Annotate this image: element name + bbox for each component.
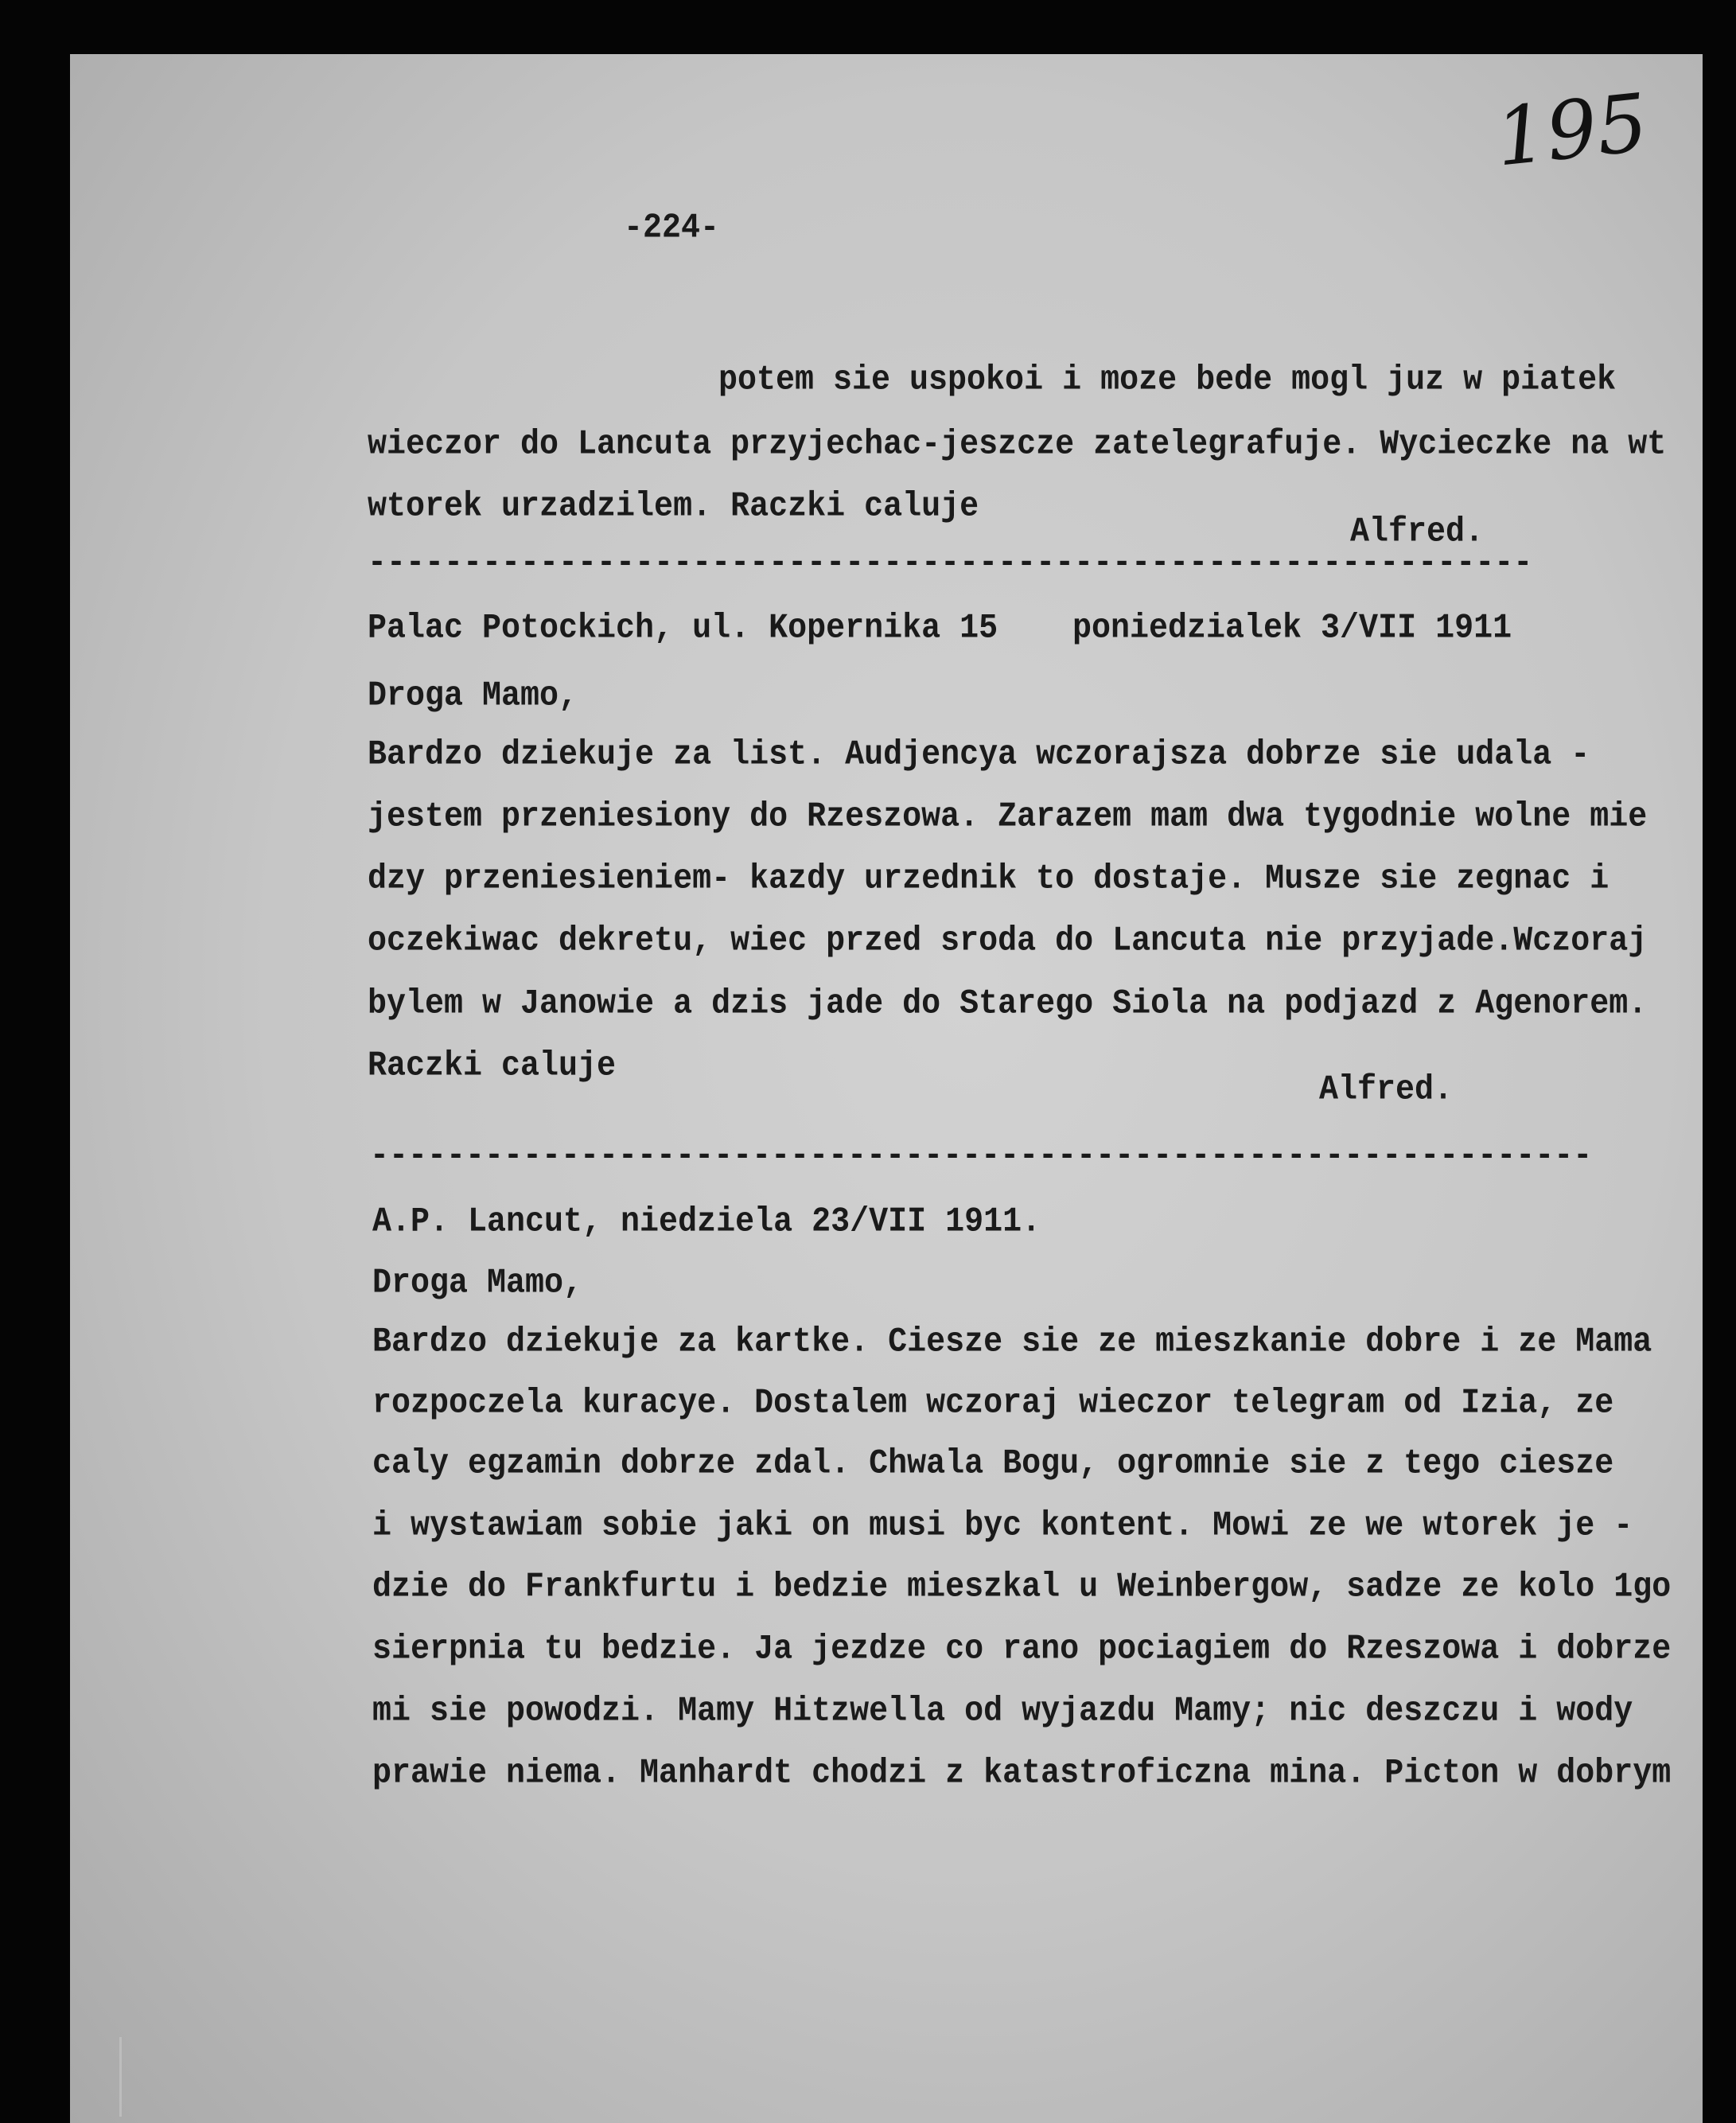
letter3-line: dzie do Frankfurtu i bedzie mieszkal u Weinbergow, sadze ze kolo 1go [372, 1568, 1672, 1607]
letter2-line: bylem w Janowie a dzis jade do Starego Siola na podjazd z Agenorem. [368, 985, 1648, 1024]
letter2-line: oczekiwac dekretu, wiec przed sroda do Lancuta nie przyjade.Wczoraj [368, 922, 1648, 961]
letter2-signature: Alfred. [1319, 1071, 1454, 1110]
letter2-line: Bardzo dziekuje za list. Audjencya wczorajsza dobrze sie udala - [368, 736, 1590, 775]
page-number: -224- [624, 209, 720, 248]
letter3-line: i wystawiam sobie jaki on musi byc kontent. Mowi ze we wtorek je - [372, 1507, 1633, 1546]
letter3-line: Bardzo dziekuje za kartke. Ciesze sie ze mieszkanie dobre i ze Mama [372, 1323, 1652, 1362]
letter2-line: jestem przeniesiony do Rzeszowa. Zarazem mam dwa tygodnie wolne mie [368, 798, 1648, 837]
letter2-salutation: Droga Mamo, [368, 677, 578, 716]
letter2-date: poniedzialek 3/VII 1911 [1072, 610, 1512, 649]
film-edge-line [119, 2037, 122, 2117]
letter3-line: mi sie powodzi. Mamy Hitzwella od wyjazdu Mamy; nic deszczu i wody [372, 1693, 1633, 1732]
letter3-salutation: Droga Mamo, [372, 1264, 583, 1303]
letter3-line: caly egzamin dobrze zdal. Chwala Bogu, ogromnie sie z tego ciesze [372, 1445, 1614, 1484]
letter2-line: Raczki caluje [368, 1047, 617, 1086]
letter1-line: potem sie uspokoi i moze bede mogl juz w piatek [718, 361, 1617, 400]
letter2-address: Palac Potockich, ul. Kopernika 15 [368, 610, 998, 649]
separator-line: ------------------------------------------------------------- [368, 544, 1533, 583]
letter3-line: sierpnia tu bedzie. Ja jezdze co rano pociagiem do Rzeszowa i dobrze [372, 1630, 1672, 1669]
letter1-line: wieczor do Lancuta przyjechac-jeszcze zatelegrafuje. Wycieczke na wt [368, 426, 1667, 465]
separator-line: ---------------------------------------------------------------- [370, 1137, 1593, 1176]
archive-number-handwritten: 195 [1491, 76, 1652, 185]
letter2-line: dzy przeniesieniem- kazdy urzednik to dostaje. Musze sie zegnac i [368, 860, 1609, 899]
letter3-line: rozpoczela kuracye. Dostalem wczoraj wieczor telegram od Izia, ze [372, 1385, 1614, 1424]
letter3-heading: A.P. Lancut, niedziela 23/VII 1911. [372, 1203, 1041, 1242]
letter1-signature: Alfred. [1350, 513, 1485, 552]
letter3-line: prawie niema. Manhardt chodzi z katastroficzna mina. Picton w dobrym [372, 1755, 1672, 1794]
letter1-line: wtorek urzadzilem. Raczki caluje [368, 488, 979, 527]
